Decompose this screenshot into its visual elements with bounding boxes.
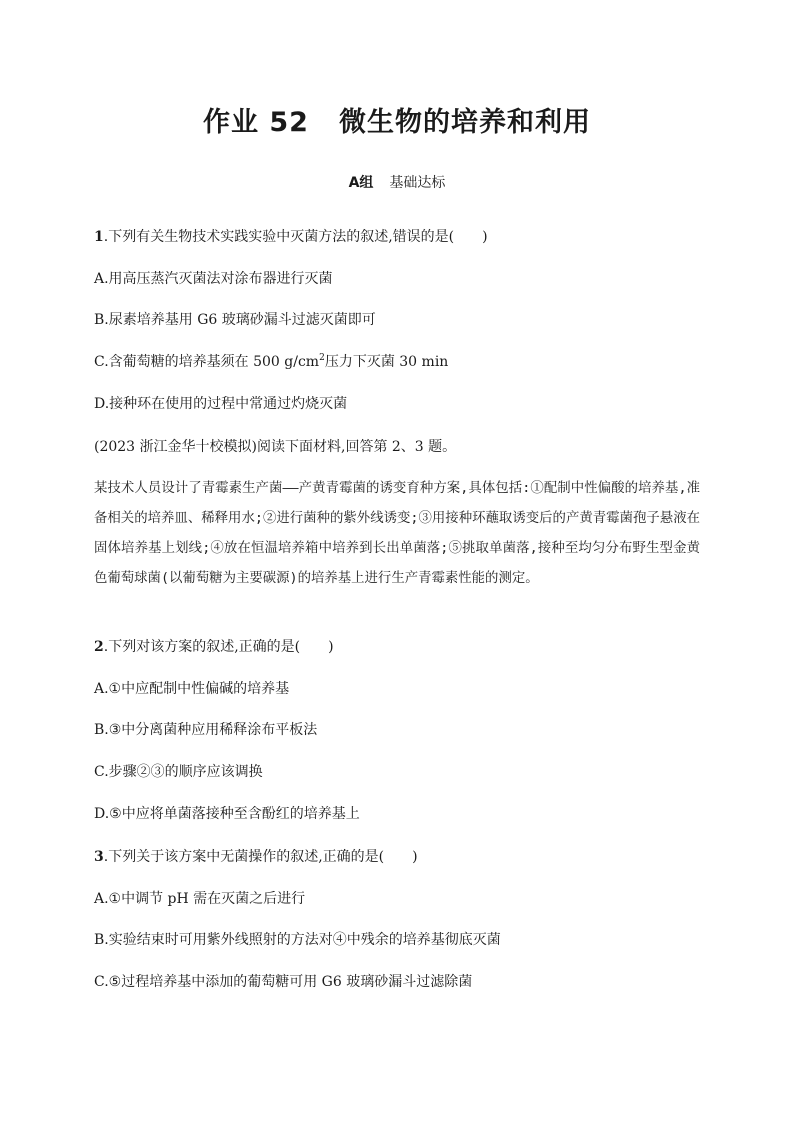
material-paragraph: 某技术人员设计了青霉素生产菌——产黄青霉菌的诱变育种方案,具体包括:①配制中性偏酸的培养基,准备相关的培养皿、稀释用水;②进行菌种的紫外线诱变;③用接种环蘸取诱变后的产黄青霉菌孢子悬液在固体培养基上划线;④放在恒温培养箱中培养到长出单菌落;⑤挑取单菌落,接种至均匀分布野生型金黄色葡萄球菌(以葡萄糖为主要碳源)的培养基上进行生产青霉素性能的测定。 — [94, 481, 700, 586]
section-group: A组 — [348, 175, 374, 191]
question-1-option-b: B.尿素培养基用 G6 玻璃砂漏斗过滤灭菌即可 — [94, 312, 376, 328]
section-label: 基础达标 — [389, 175, 446, 191]
reading-intro: (2023 浙江金华十校模拟)阅读下面材料,回答第 2、3 题。 — [94, 439, 457, 455]
question-3-text: .下列关于该方案中无菌操作的叙述,正确的是( ) — [103, 849, 418, 865]
question-3-option-a: A.①中调节 pH 需在灭菌之后进行 — [94, 891, 306, 907]
question-2-option-b: B.③中分离菌种应用稀释涂布平板法 — [94, 722, 318, 738]
question-1-option-c — [94, 351, 448, 371]
option-c-part-1: C.含葡萄糖的培养基须在 500 g/cm — [94, 354, 320, 370]
question-1-option-a: A.用高压蒸汽灭菌法对涂布器进行灭菌 — [94, 271, 333, 287]
question-2-option-a: A.①中应配制中性偏碱的培养基 — [94, 681, 290, 697]
question-3-number: 3 — [94, 849, 104, 865]
question-1-stem — [94, 226, 488, 246]
question-1-text: .下列有关生物技术实践实验中灭菌方法的叙述,错误的是( ) — [103, 229, 488, 245]
question-2-option-c: C.步骤②③的顺序应该调换 — [94, 764, 263, 780]
question-2-number: 2 — [94, 639, 104, 655]
page-title — [0, 100, 794, 139]
question-2-option-d: D.⑤中应将单菌落接种至含酚红的培养基上 — [94, 806, 360, 822]
question-1-number: 1 — [94, 229, 104, 245]
option-c-part-2: 压力下灭菌 30 min — [324, 354, 449, 370]
section-heading — [0, 172, 794, 192]
assignment-number: 作业 52 — [203, 107, 309, 138]
option-c-superscript: 2 — [319, 353, 325, 363]
question-3-option-b: B.实验结束时可用紫外线照射的方法对④中残余的培养基彻底灭菌 — [94, 932, 501, 948]
question-1-option-d: D.接种环在使用的过程中常通过灼烧灭菌 — [94, 396, 348, 412]
assignment-topic: 微生物的培养和利用 — [338, 107, 591, 138]
question-2-stem — [94, 636, 334, 656]
reading-material — [94, 474, 700, 594]
question-3-option-c: C.⑤过程培养基中添加的葡萄糖可用 G6 玻璃砂漏斗过滤除菌 — [94, 974, 473, 990]
question-3-stem — [94, 846, 418, 866]
question-2-text: .下列对该方案的叙述,正确的是( ) — [103, 639, 334, 655]
